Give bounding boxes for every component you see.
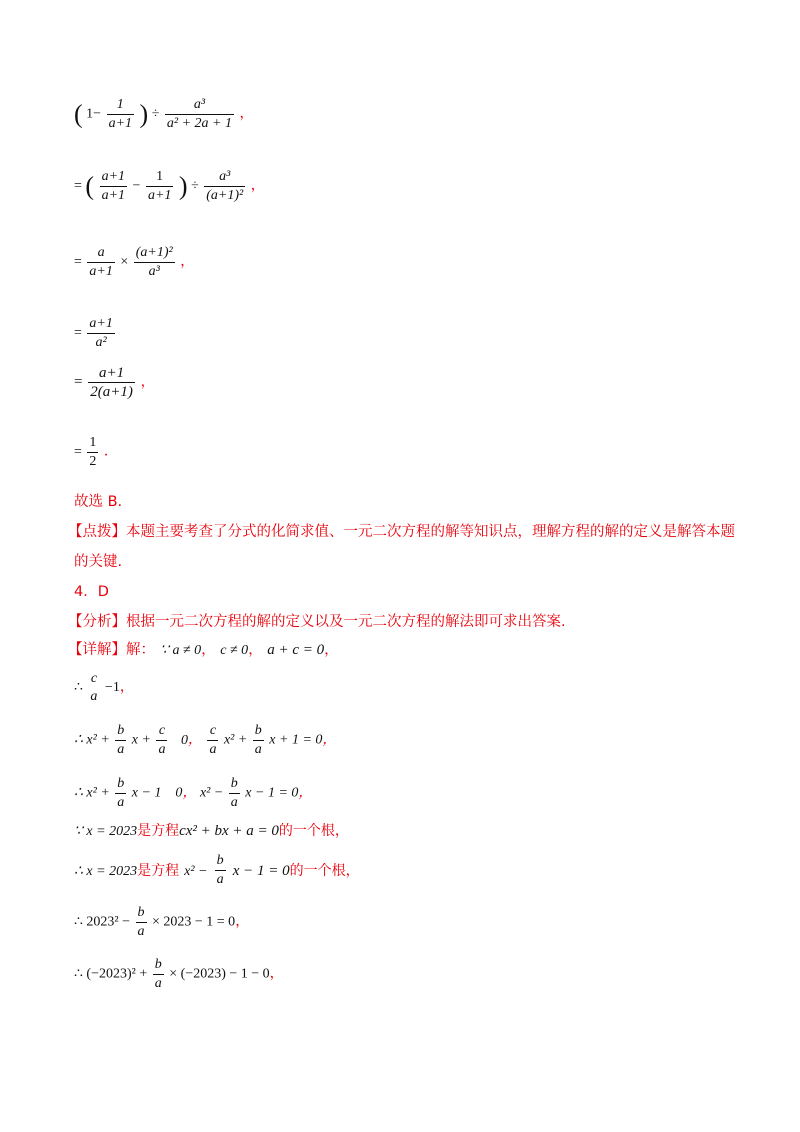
- step6-frac: $\frac{1}{2}$: [89, 435, 97, 469]
- step4-frac: $\frac{a+1}{\text{a²}}$: [89, 316, 113, 350]
- frac: $\frac{b}{a}$: [117, 776, 125, 810]
- step3-frac-1: $\frac{a}{a+1}$: [89, 245, 113, 279]
- q4-line-1: ∴ c a −1，: [74, 671, 134, 704]
- multiply-sign: ×: [120, 254, 129, 270]
- frac: $\frac{b}{a}$: [216, 853, 224, 887]
- comment-line-2: 的关键.: [74, 554, 123, 570]
- period: ．: [103, 443, 118, 460]
- q4-line-3: ∴ x² + $\frac{b}{a}$ x − 1 0， x² − $\frac{b}{a}$ x − 1 = 0，: [74, 776, 313, 810]
- comment-text: 本题主要考查了分式的化简求值、一元二次方程的解等知识点，理解方程的解的定义是解答本题: [126, 524, 735, 540]
- frac: $\frac{c}{a}$: [209, 723, 217, 757]
- step1-frac-1: $\frac{1}{a+1}$: [108, 97, 133, 131]
- right-paren: ): [139, 99, 149, 129]
- frac: $\frac{b}{a}$: [137, 905, 145, 939]
- q4-line-5: ∴ x = 2023是方程 x² − $\frac{b}{a}$ x − 1 = 0的一个根，: [74, 853, 360, 887]
- comment-line-1: [68, 520, 735, 541]
- equals-sign: =: [74, 325, 82, 341]
- step1-one-minus: 1−: [86, 106, 102, 122]
- step-5: [74, 364, 155, 401]
- q4-detail: 【详解】解： ∵ a ≠ 0， c ≠ 0， a + c = 0，: [68, 642, 339, 658]
- step-2: [74, 168, 265, 205]
- q4-label: 4．D: [74, 584, 109, 600]
- left-paren: (: [74, 99, 83, 129]
- q4-line-2: ∴ x² + $\frac{b}{a}$ x + $\frac{c}{a}$ 0， $\frac{c}{a}$ x² + $\frac{b}{a}$ x + 1 = 0，: [74, 723, 337, 757]
- step2-frac-2: $\frac{1}{a+1}$: [147, 169, 172, 203]
- step1-frac-2: $\frac{\text{a³}}{\text{a² + 2a + 1}}$: [166, 97, 232, 131]
- q4-analysis: [68, 610, 566, 631]
- comma: ，: [180, 253, 195, 270]
- frac: $\frac{b}{a}$: [230, 776, 238, 810]
- frac: $\frac{b}{a}$: [254, 723, 262, 757]
- analysis-tag: 【分析】: [68, 614, 126, 630]
- equals-sign: =: [74, 444, 82, 460]
- divide-sign: ÷: [191, 178, 199, 194]
- right-paren: ): [178, 171, 188, 201]
- divide-sign: ÷: [151, 106, 160, 122]
- minus-sign: −: [132, 178, 141, 194]
- comment-tag: 【点拨】: [68, 524, 126, 540]
- q4-line-4: ∵ x = 2023是方程cx² + bx + a = 0的一个根，: [74, 823, 349, 839]
- analysis-text: 根据一元二次方程的解的定义以及一元二次方程的解法即可求出答案.: [126, 614, 566, 630]
- comma: ，: [250, 177, 265, 194]
- left-paren: (: [85, 171, 95, 201]
- therefore-sign: ∴: [74, 680, 83, 696]
- frac: $\frac{b}{a}$: [154, 957, 162, 991]
- comma: ，: [239, 105, 254, 122]
- step-1: [74, 96, 253, 133]
- c-over-a: c a: [90, 671, 98, 704]
- condition-a-nonzero: ∵ a ≠ 0: [160, 643, 202, 658]
- frac: $\frac{b}{a}$: [117, 723, 125, 757]
- step3-frac-2: $\frac{\text{(a+1)²}}{\text{a³}}$: [135, 245, 173, 279]
- equals-sign: =: [74, 254, 82, 270]
- step2-frac-1: $\frac{a+1}{a+1}$: [101, 169, 126, 203]
- detail-prefix: 解：: [126, 642, 155, 658]
- equals-sign: =: [74, 178, 82, 194]
- frac: $\frac{c}{a}$: [158, 723, 166, 757]
- condition-a-plus-c: a + c = 0: [267, 642, 325, 658]
- step-6: [74, 434, 118, 471]
- answer-line: 故选 B.: [74, 494, 123, 510]
- step-4: [74, 315, 117, 352]
- comma: ，: [140, 373, 155, 390]
- equals-sign: =: [74, 373, 83, 390]
- step2-frac-3: $\frac{\text{a³}}{\text{(a+1)²}}$: [206, 169, 244, 203]
- step-3: [74, 244, 194, 281]
- q4-line-7: ∴ (−2023)² + $\frac{b}{a}$ × (−2023) − 1 − 0，: [74, 957, 284, 991]
- condition-c-nonzero: c ≠ 0: [220, 643, 249, 658]
- step5-frac: $\frac{a+1}{2(a+1)}$: [90, 365, 133, 400]
- detail-tag: 【详解】: [68, 642, 126, 658]
- q4-line-6: ∴ 2023² − $\frac{b}{a}$ × 2023 − 1 = 0，: [74, 905, 250, 939]
